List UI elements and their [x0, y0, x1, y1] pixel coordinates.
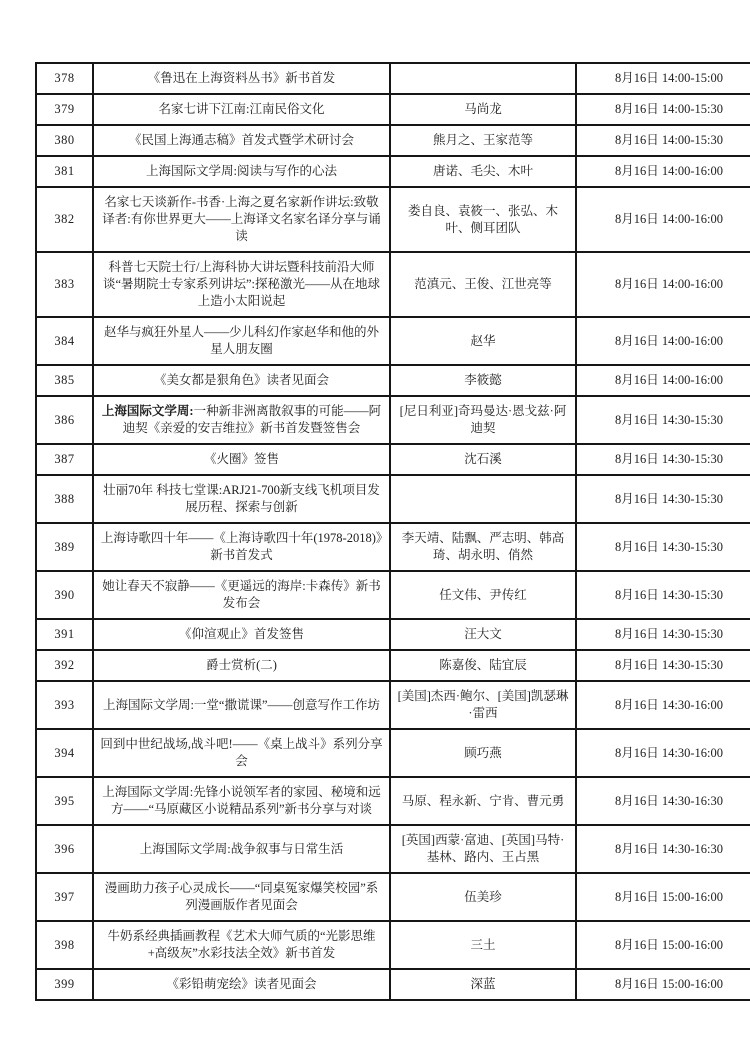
- event-speakers: 熊月之、王家范等: [390, 125, 576, 156]
- event-title: 赵华与疯狂外星人——少儿科幻作家赵华和他的外星人朋友圈: [93, 317, 390, 365]
- event-speakers: 顾巧燕: [390, 729, 576, 777]
- event-number: 392: [36, 650, 93, 681]
- event-number: 378: [36, 63, 93, 94]
- event-number: 381: [36, 156, 93, 187]
- event-speakers: 范滇元、王俊、江世亮等: [390, 252, 576, 317]
- event-number: 388: [36, 475, 93, 523]
- event-speakers: [390, 63, 576, 94]
- event-datetime: 8月16日 15:00-16:00: [576, 969, 750, 1000]
- event-speakers: 伍美珍: [390, 873, 576, 921]
- event-speakers: 李筱懿: [390, 365, 576, 396]
- table-row: [36, 444, 750, 475]
- event-number: 389: [36, 523, 93, 571]
- event-speakers: 马原、程永新、宁肯、曹元勇: [390, 777, 576, 825]
- event-number: 386: [36, 396, 93, 444]
- event-speakers: [英国]西蒙·富迪、[英国]马特·基林、路内、王占黑: [390, 825, 576, 873]
- event-number: 383: [36, 252, 93, 317]
- event-number: 397: [36, 873, 93, 921]
- event-datetime: 8月16日 14:30-15:30: [576, 444, 750, 475]
- event-title: 上海诗歌四十年——《上海诗歌四十年(1978-2018)》新书首发式: [93, 523, 390, 571]
- event-datetime: 8月16日 14:30-16:00: [576, 681, 750, 729]
- event-datetime: 8月16日 14:00-16:00: [576, 365, 750, 396]
- table-row: [36, 650, 750, 681]
- event-number: 380: [36, 125, 93, 156]
- event-datetime: 8月16日 14:30-16:30: [576, 777, 750, 825]
- event-title: 上海国际文学周:阅读与写作的心法: [93, 156, 390, 187]
- table-row: [36, 396, 750, 444]
- table-row: [36, 619, 750, 650]
- event-speakers: 陈嘉俊、陆宜辰: [390, 650, 576, 681]
- event-title: 漫画助力孩子心灵成长——“同桌冤家爆笑校园”系列漫画版作者见面会: [93, 873, 390, 921]
- event-title: 壮丽70年 科技七堂课:ARJ21-700新支线飞机项目发展历程、探索与创新: [93, 475, 390, 523]
- event-title: 名家七讲下江南:江南民俗文化: [93, 94, 390, 125]
- table-row: [36, 187, 750, 252]
- event-title: 上海国际文学周:一种新非洲离散叙事的可能——阿迪契《亲爱的安吉维拉》新书首发暨签售会: [93, 396, 390, 444]
- table-row: [36, 777, 750, 825]
- event-number: 399: [36, 969, 93, 1000]
- event-number: 393: [36, 681, 93, 729]
- event-title: 上海国际文学周:先锋小说领军者的家园、秘境和远方——“马原藏区小说精品系列”新书分享与对谈: [93, 777, 390, 825]
- table-row: [36, 252, 750, 317]
- event-speakers: 赵华: [390, 317, 576, 365]
- table-row: [36, 125, 750, 156]
- event-number: 391: [36, 619, 93, 650]
- table-row: [36, 317, 750, 365]
- event-datetime: 8月16日 14:30-15:30: [576, 523, 750, 571]
- event-number: 398: [36, 921, 93, 969]
- table-row: [36, 365, 750, 396]
- table-row: [36, 825, 750, 873]
- event-title: 她让春天不寂静——《更遥远的海岸:卡森传》新书发布会: [93, 571, 390, 619]
- table-row: [36, 156, 750, 187]
- table-row: [36, 921, 750, 969]
- event-datetime: 8月16日 14:00-15:30: [576, 125, 750, 156]
- event-speakers: 马尚龙: [390, 94, 576, 125]
- table-row: [36, 475, 750, 523]
- event-title: 上海国际文学周:战争叙事与日常生活: [93, 825, 390, 873]
- table-row: [36, 873, 750, 921]
- event-datetime: 8月16日 14:00-15:30: [576, 94, 750, 125]
- event-number: 387: [36, 444, 93, 475]
- event-datetime: 8月16日 14:00-16:00: [576, 187, 750, 252]
- event-speakers: 三土: [390, 921, 576, 969]
- event-number: 390: [36, 571, 93, 619]
- event-datetime: 8月16日 14:30-16:30: [576, 825, 750, 873]
- event-title: 回到中世纪战场,战斗吧!——《桌上战斗》系列分享会: [93, 729, 390, 777]
- event-title: 爵士赏析(二): [93, 650, 390, 681]
- event-speakers: 深蓝: [390, 969, 576, 1000]
- event-number: 382: [36, 187, 93, 252]
- table-row: [36, 523, 750, 571]
- table-row: [36, 63, 750, 94]
- schedule-table-body: [36, 63, 750, 1000]
- event-speakers: 唐诺、毛尖、木叶: [390, 156, 576, 187]
- event-speakers: 任文伟、尹传红: [390, 571, 576, 619]
- event-datetime: 8月16日 14:30-15:30: [576, 396, 750, 444]
- table-row: [36, 94, 750, 125]
- event-datetime: 8月16日 14:30-15:30: [576, 650, 750, 681]
- event-title: 科普七天院士行/上海科协大讲坛暨科技前沿大师谈“暑期院士专家系列讲坛”:探秘激光——从在地球上造小太阳说起: [93, 252, 390, 317]
- event-datetime: 8月16日 14:30-15:30: [576, 571, 750, 619]
- table-row: [36, 969, 750, 1000]
- event-speakers: 娄自良、袁筱一、张弘、木叶、侧耳团队: [390, 187, 576, 252]
- event-title: 名家七天谈新作-书香·上海之夏名家新作讲坛:致敬译者:有你世界更大——上海译文名家名译分享与诵读: [93, 187, 390, 252]
- table-row: [36, 729, 750, 777]
- event-speakers: [390, 475, 576, 523]
- event-title: 《火圈》签售: [93, 444, 390, 475]
- event-title: 《鲁迅在上海资料丛书》新书首发: [93, 63, 390, 94]
- event-title: 《民国上海通志稿》首发式暨学术研讨会: [93, 125, 390, 156]
- event-datetime: 8月16日 14:00-15:00: [576, 63, 750, 94]
- table-row: [36, 571, 750, 619]
- event-speakers: 汪大文: [390, 619, 576, 650]
- event-number: 385: [36, 365, 93, 396]
- event-title: 牛奶系经典插画教程《艺术大师气质的“光影思维+高级灰”水彩技法全效》新书首发: [93, 921, 390, 969]
- event-speakers: 沈石溪: [390, 444, 576, 475]
- event-title: 《美女都是狠角色》读者见面会: [93, 365, 390, 396]
- event-speakers: 李天靖、陆飘、严志明、韩高琦、胡永明、俏然: [390, 523, 576, 571]
- event-number: 394: [36, 729, 93, 777]
- event-datetime: 8月16日 14:30-16:00: [576, 729, 750, 777]
- event-number: 379: [36, 94, 93, 125]
- event-datetime: 8月16日 14:00-16:00: [576, 156, 750, 187]
- event-datetime: 8月16日 14:00-16:00: [576, 317, 750, 365]
- event-datetime: 8月16日 14:00-16:00: [576, 252, 750, 317]
- event-title-bold-prefix: 上海国际文学周:: [101, 404, 194, 418]
- event-datetime: 8月16日 15:00-16:00: [576, 921, 750, 969]
- event-number: 384: [36, 317, 93, 365]
- event-datetime: 8月16日 14:30-15:30: [576, 619, 750, 650]
- event-speakers: [美国]杰西·鲍尔、[美国]凯瑟琳·雷西: [390, 681, 576, 729]
- event-datetime: 8月16日 14:30-15:30: [576, 475, 750, 523]
- event-number: 395: [36, 777, 93, 825]
- event-title: 上海国际文学周:一堂“撒谎课”——创意写作工作坊: [93, 681, 390, 729]
- event-schedule-table: [35, 62, 750, 1001]
- event-datetime: 8月16日 15:00-16:00: [576, 873, 750, 921]
- event-title: 《彩铅萌宠绘》读者见面会: [93, 969, 390, 1000]
- event-speakers: [尼日利亚]奇玛曼达·恩戈兹·阿迪契: [390, 396, 576, 444]
- table-row: [36, 681, 750, 729]
- event-title: 《仰渲观止》首发签售: [93, 619, 390, 650]
- event-number: 396: [36, 825, 93, 873]
